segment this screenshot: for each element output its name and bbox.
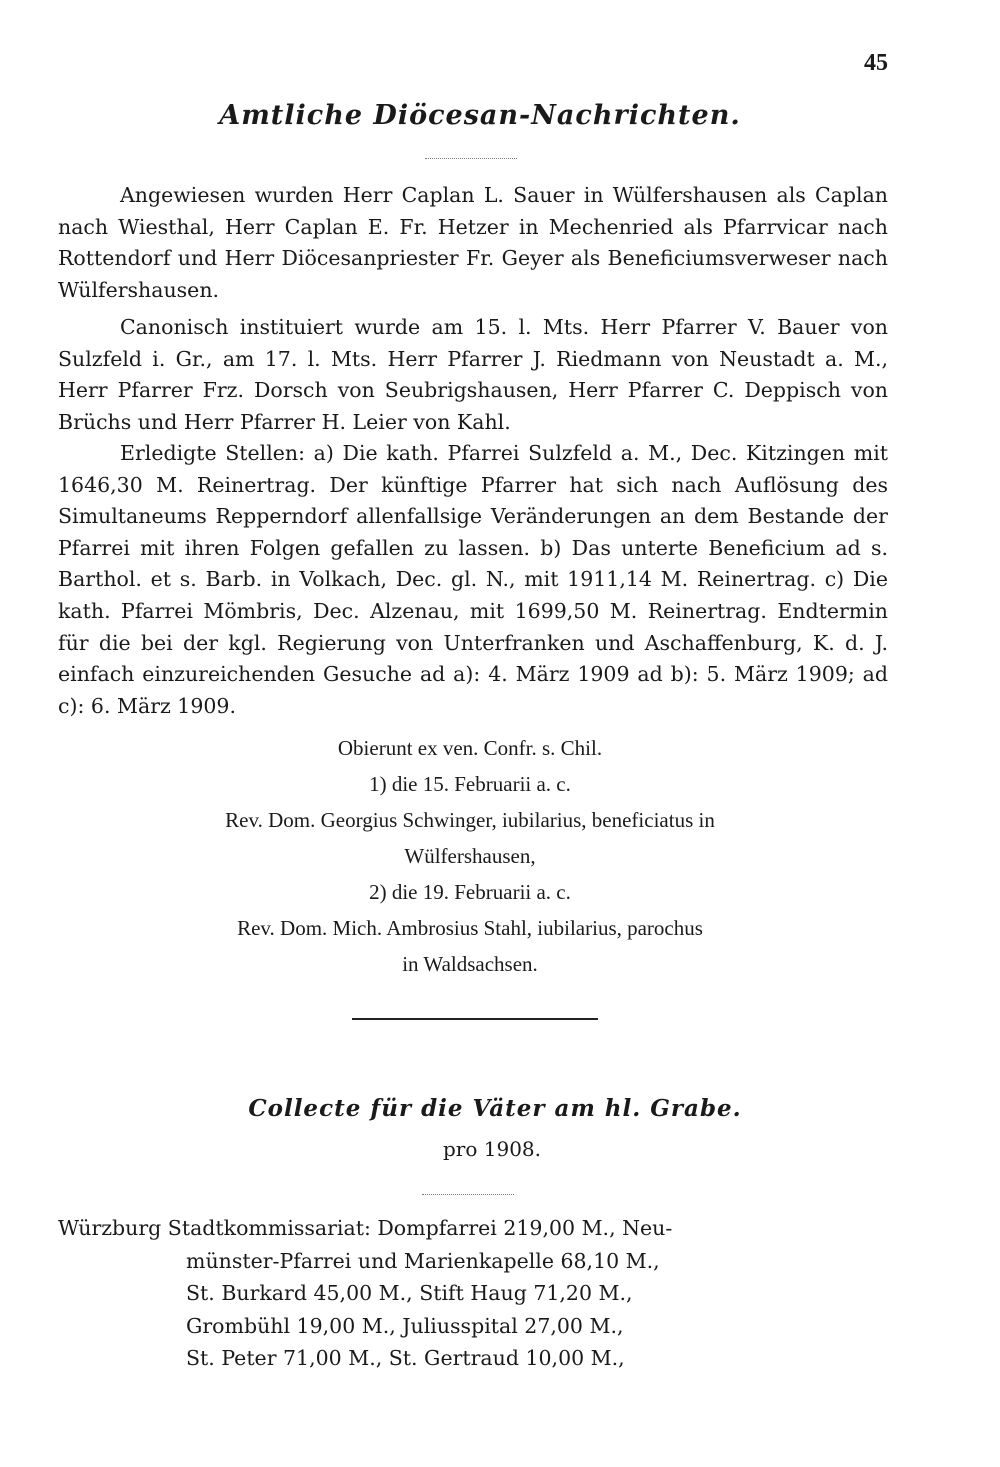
collection-line: Würzburg Stadtkommissariat: Dompfarrei 219,00 M., Neu- — [58, 1216, 673, 1240]
collection-list — [58, 1212, 708, 1375]
page-number: 45 — [864, 50, 888, 76]
paragraph-text: Angewiesen wurden Herr Caplan L. Sauer in Wülfershausen als Caplan nach Wiesthal, Herr Caplan E. Fr. Hetzer in Mechenried als Pfarrvicar nach Rottendorf und Herr Diöcesanpriester Fr. Geyer als Beneficiumsverweser nach Wülfershausen. — [58, 183, 888, 302]
ornament-divider — [422, 1194, 514, 1199]
section-divider-rule — [352, 1018, 598, 1020]
obituary-entry-1-date: 1) die 15. Februarii a. c. — [369, 772, 571, 796]
collection-line: Grombühl 19,00 M., Juliusspital 27,00 M., — [186, 1313, 624, 1338]
obituary-entry-2-date: 2) die 19. Februarii a. c. — [369, 880, 571, 904]
paragraph-assignments — [58, 180, 888, 306]
collection-line: St. Peter 71,00 M., St. Gertraud 10,00 M., — [186, 1346, 625, 1370]
obituary-entry-2-place: in Waldsachsen. — [402, 952, 538, 976]
paragraph-institutions — [58, 312, 888, 438]
collection-year: pro 1908. — [442, 1137, 542, 1161]
section-heading-diocesan-news: Amtliche Diöcesan-Nachrichten. — [219, 100, 741, 131]
paragraph-text: Canonisch instituiert wurde am 15. l. Mts. Herr Pfarrer V. Bauer von Sulzfeld i. Gr., am 17. l. Mts. Herr Pfarrer J. Riedmann von Neustadt a. M., Herr Pfarrer Frz. Dorsch von Seubrigshausen, Herr Pfarrer C. Deppisch von Brüchs und Herr Pfarrer H. Leier von Kahl. — [58, 315, 888, 434]
paragraph-vacancies — [58, 438, 888, 722]
obituary-block — [60, 730, 880, 982]
obituary-entry-1-place: Wülfershausen, — [404, 844, 536, 868]
obituary-entry-1-name: Rev. Dom. Georgius Schwinger, iubilarius, beneficiatus in — [225, 808, 715, 832]
section-heading-collection: Collecte für die Väter am hl. Grabe. — [248, 1095, 742, 1122]
paragraph-text: Erledigte Stellen: a) Die kath. Pfarrei Sulzfeld a. M., Dec. Kitzingen mit 1646,30 M. Reinertrag. Der künftige Pfarrer hat sich nach Auflösung des Simultaneums Repperndorf allenfallsige Veränderungen an dem Bestande der Pfarrei mit ihren Folgen gefallen zu lassen. b) Das unterte Beneficium ad s. Barthol. et s. Barb. in Volkach, Dec. gl. N., mit 1911,14 M. Reinertrag. c) Die kath. Pfarrei Mömbris, Dec. Alzenau, mit 1699,50 M. Reinertrag. Endtermin für die bei der kgl. Regierung von Unterfranken und Aschaffenburg, K. d. J. einfach einzureichenden Gesuche ad a): 4. März 1909 ad b): 5. März 1909; ad c): 6. März 1909. — [58, 441, 888, 718]
collection-line: St. Burkard 45,00 M., Stift Haug 71,20 M., — [186, 1281, 633, 1305]
obituary-title: Obierunt ex ven. Confr. s. Chil. — [337, 736, 603, 760]
obituary-entry-2-name: Rev. Dom. Mich. Ambrosius Stahl, iubilarius, parochus — [237, 916, 703, 940]
ornament-divider — [425, 158, 517, 163]
collection-line: münster-Pfarrei und Marienkapelle 68,10 M., — [186, 1248, 660, 1273]
